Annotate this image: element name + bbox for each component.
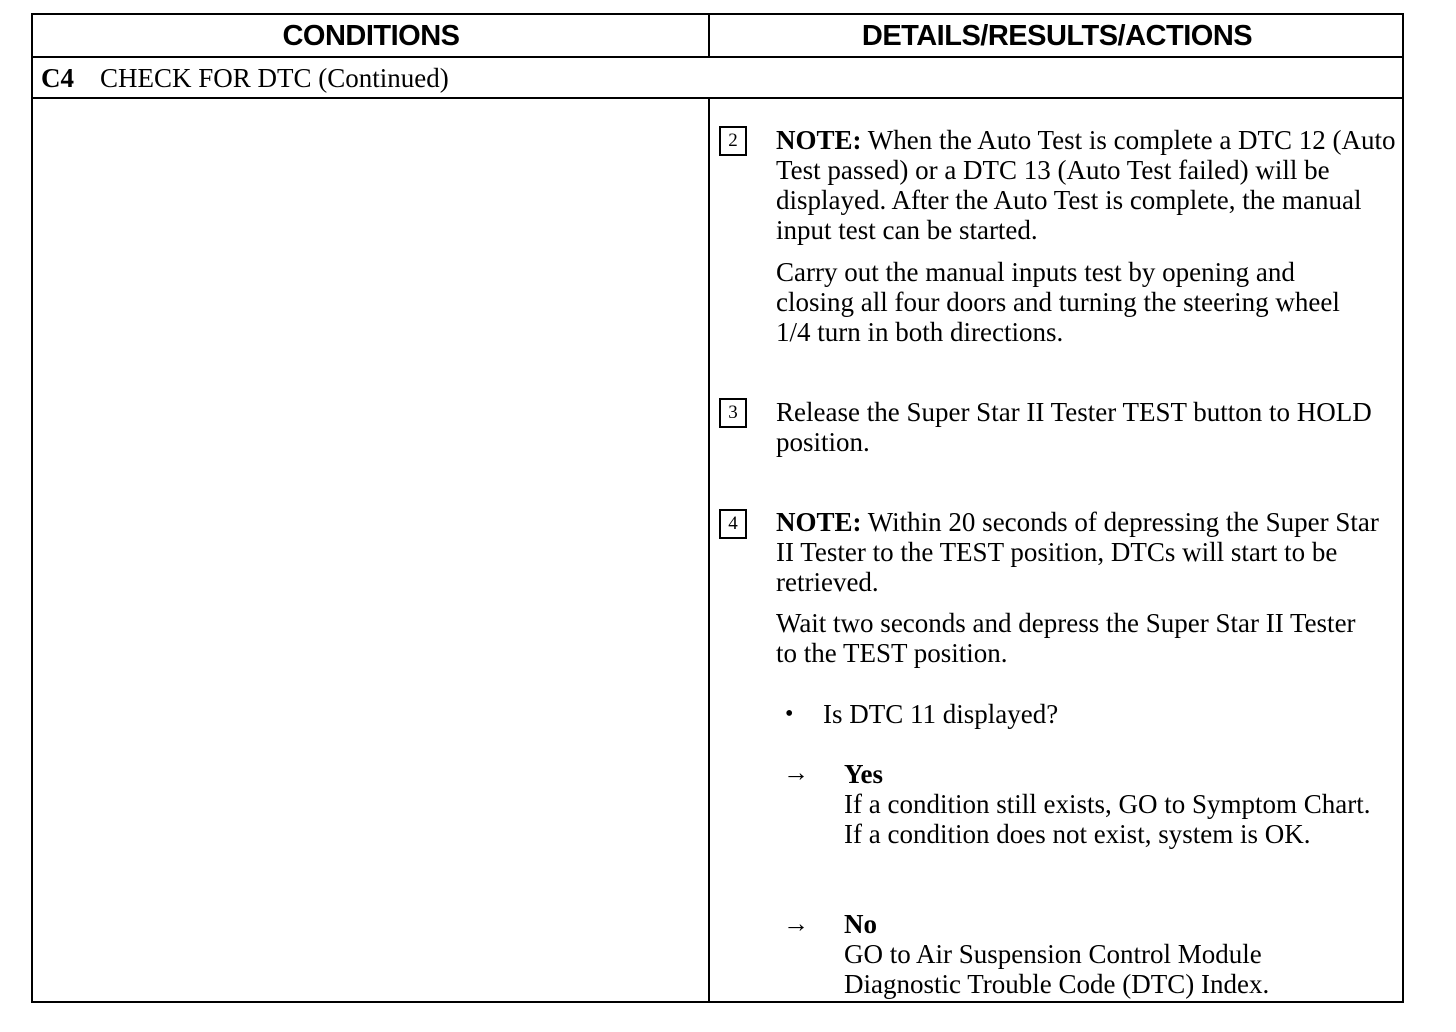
yes-text: If a condition still exists, GO to Symptom Chart. If a condition does not exist, system is OK. <box>844 789 1371 849</box>
section-heading <box>41 58 449 98</box>
step-4-note-label: NOTE: <box>776 507 862 537</box>
section-code: C4 <box>41 62 74 93</box>
no-label <box>844 909 877 939</box>
procedure-table <box>31 13 1404 1003</box>
no-text: GO to Air Suspension Control Module Diagnostic Trouble Code (DTC) Index. <box>844 939 1270 999</box>
conditions-header: CONDITIONS <box>282 19 460 52</box>
step-4-number: 4 <box>719 509 747 539</box>
yes-arrow-icon: → <box>783 758 809 787</box>
step-4-body: Wait two seconds and depress the Super Star II Tester to the TEST position. <box>776 608 1356 668</box>
yes-label <box>844 759 883 789</box>
step-2-note-text: When the Auto Test is complete a DTC 12 (Auto Test passed) or a DTC 13 (Auto Test failed) will be displayed. After the Auto Test is complete, the manual input test can be started. <box>776 125 1396 245</box>
step-4-note-text: Within 20 seconds of depressing the Super Star II Tester to the TEST position, DTCs will start to be retrieved. <box>776 507 1379 597</box>
section-rule <box>33 97 1402 99</box>
section-title: CHECK FOR DTC (Continued) <box>100 62 449 93</box>
details-header: DETAILS/RESULTS/ACTIONS <box>861 19 1253 52</box>
question-text: Is DTC 11 displayed? <box>823 699 1059 729</box>
step-4-note <box>776 507 1398 597</box>
step-3-number: 3 <box>719 398 747 428</box>
step-2-note-label: NOTE: <box>776 125 862 155</box>
yes-label-text: Yes <box>844 759 883 789</box>
step-3-body: Release the Super Star II Tester TEST button to HOLD position. <box>776 397 1372 457</box>
step-2-note <box>776 125 1396 245</box>
step-2-number: 2 <box>719 126 747 156</box>
column-divider-body <box>708 97 710 1003</box>
question-bullet: • <box>785 701 794 727</box>
step-2-body: Carry out the manual inputs test by opening and closing all four doors and turning the steering wheel 1/4 turn in both directions. <box>776 257 1340 347</box>
no-label-text: No <box>844 909 877 939</box>
no-arrow-icon: → <box>783 909 809 938</box>
